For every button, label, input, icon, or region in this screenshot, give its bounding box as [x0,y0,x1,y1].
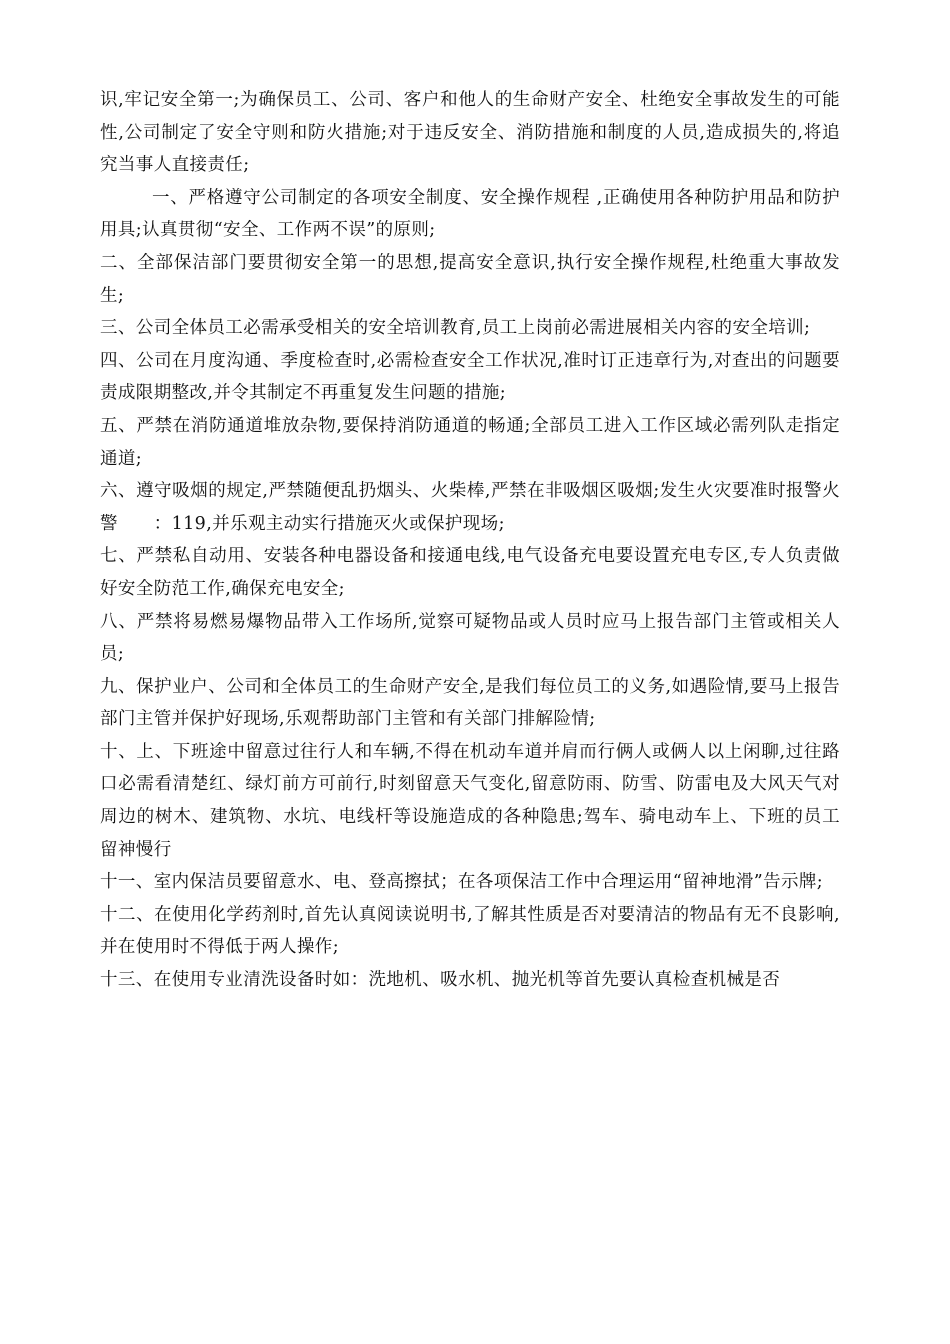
document-body [100,84,840,997]
paragraph-rule-2: 二、全部保洁部门要贯彻安全第一的思想,提高安全意识,执行安全操作规程,杜绝重大事故发生; [100,252,840,306]
paragraph-intro: 识,牢记安全第一;为确保员工、公司、客户和他人的生命财产安全、杜绝安全事故发生的可能性,公司制定了安全守则和防火措施;对于违反安全、消防措施和制度的人员,造成损失的,将追究当事人直接责任; [100,90,840,176]
paragraph-rule-1: 一、严格遵守公司制定的各项安全制度、安全操作规程 ,正确使用各种防护用品和防护用具;认真贯彻“安全、工作两不误”的原则; [100,187,840,241]
paragraph-rule-10: 十、上、下班途中留意过往行人和车辆,不得在机动车道并肩而行俩人或俩人以上闲聊,过往路口必需看清楚红、绿灯前方可前行,时刻留意天气变化,留意防雨、防雪、防雷电及大风天气对周边的树木、建筑物、水坑、电线杆等设施造成的各种隐患;驾车、骑电动车上、下班的员工留神慢行 [100,741,840,860]
paragraph-rule-13: 十三、在使用专业清洗设备时如：洗地机、吸水机、抛光机等首先要认真检查机械是否 [100,970,781,991]
paragraph-rule-8: 八、严禁将易燃易爆物品带入工作场所,觉察可疑物品或人员时应马上报告部门主管或相关人员; [100,611,840,665]
paragraph-rule-4: 四、公司在月度沟通、季度检查时,必需检查安全工作状况,准时订正违章行为,对查出的问题要责成限期整改,并令其制定不再重复发生问题的措施; [100,350,840,404]
paragraph-rule-7: 七、严禁私自动用、安装各种电器设备和接通电线,电气设备充电要设置充电专区,专人负责做好安全防范工作,确保充电安全; [100,546,840,599]
paragraph-rule-11: 十一、室内保洁员要留意水、电、登高擦拭；在各项保洁工作中合理运用“留神地滑”告示牌; [100,872,824,893]
paragraph-rule-12: 十二、在使用化学药剂时,首先认真阅读说明书,了解其性质是否对要清洁的物品有无不良影响,并在使用时不得低于两人操作; [100,904,840,958]
paragraph-rule-9: 九、保护业户、公司和全体员工的生命财产安全,是我们每位员工的义务,如遇险情,要马上报告部门主管并保护好现场,乐观帮助部门主管和有关部门排解险情; [100,676,840,730]
paragraph-rule-5: 五、严禁在消防通道堆放杂物,要保持消防通道的畅通;全部员工进入工作区域必需列队走指定通道; [100,415,840,469]
paragraph-rule-6: 六、遵守吸烟的规定,严禁随便乱扔烟头、火柴棒,严禁在非吸烟区吸烟;发生火灾要准时报警火警 ：119,并乐观主动实行措施灭火或保护现场; [100,481,840,534]
paragraph-rule-3: 三、公司全体员工必需承受相关的安全培训教育,员工上岗前必需进展相关内容的安全培训; [100,318,811,339]
